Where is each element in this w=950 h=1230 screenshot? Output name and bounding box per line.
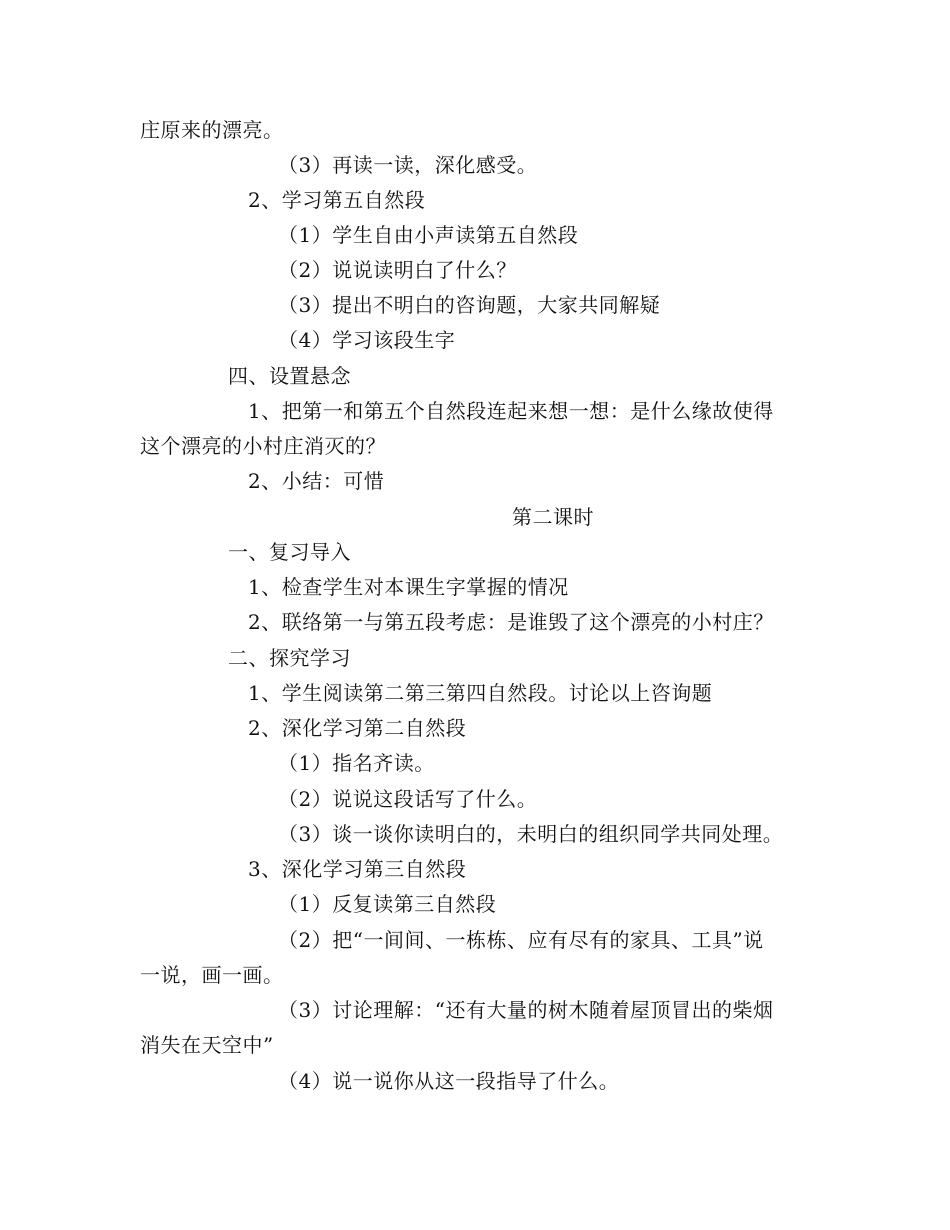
text-line: （1）指名齐读。 xyxy=(278,751,435,775)
list-item: 2、小结：可惜 xyxy=(248,469,385,493)
list-item: 3、深化学习第三自然段 xyxy=(248,857,467,881)
section-heading: 二、探究学习 xyxy=(228,646,351,670)
text-line: （3）谈一谈你读明白的，未明白的组织同学共同处理。 xyxy=(278,822,784,846)
list-item: 1、检查学生对本课生字掌握的情况 xyxy=(248,575,569,599)
text-line: （3）提出不明白的咨询题，大家共同解疑 xyxy=(278,293,661,317)
text-line: （4）说一说你从这一段指导了什么。 xyxy=(278,1069,620,1093)
list-item: 2、深化学习第二自然段 xyxy=(248,716,467,740)
list-item: 1、学生阅读第二第三第四自然段。讨论以上咨询题 xyxy=(248,681,713,705)
text-line: （3）再读一读，深化感受。 xyxy=(278,153,538,177)
text-line: 这个漂亮的小村庄消灭的？ xyxy=(140,434,386,458)
text-line: 消失在天空中” xyxy=(140,1033,274,1057)
text-line: （1）学生自由小声读第五自然段 xyxy=(278,223,579,247)
text-line: （2）把“一间间、一栋栋、应有尽有的家具、工具”说 xyxy=(278,928,764,952)
section-heading: 四、设置悬念 xyxy=(228,364,351,388)
text-line: （2）说说这段话写了什么。 xyxy=(278,787,538,811)
list-item: 2、学习第五自然段 xyxy=(248,188,426,212)
text-line: （2）说说读明白了什么？ xyxy=(278,258,517,282)
text-line: 一说，画一画。 xyxy=(140,963,284,987)
text-line: 庄原来的漂亮。 xyxy=(140,118,284,142)
list-item: 2、联络第一与第五段考虑：是谁毁了这个漂亮的小村庄？ xyxy=(248,610,774,634)
list-item: 1、把第一和第五个自然段连起来想一想：是什么缘故使得 xyxy=(248,399,774,423)
lesson-title: 第二课时 xyxy=(512,505,594,529)
text-line: （1）反复读第三自然段 xyxy=(278,892,497,916)
text-line: （4）学习该段生字 xyxy=(278,328,456,352)
section-heading: 一、复习导入 xyxy=(228,540,351,564)
text-line: （3）讨论理解：“还有大量的树木随着屋顶冒出的柴烟 xyxy=(278,998,774,1022)
